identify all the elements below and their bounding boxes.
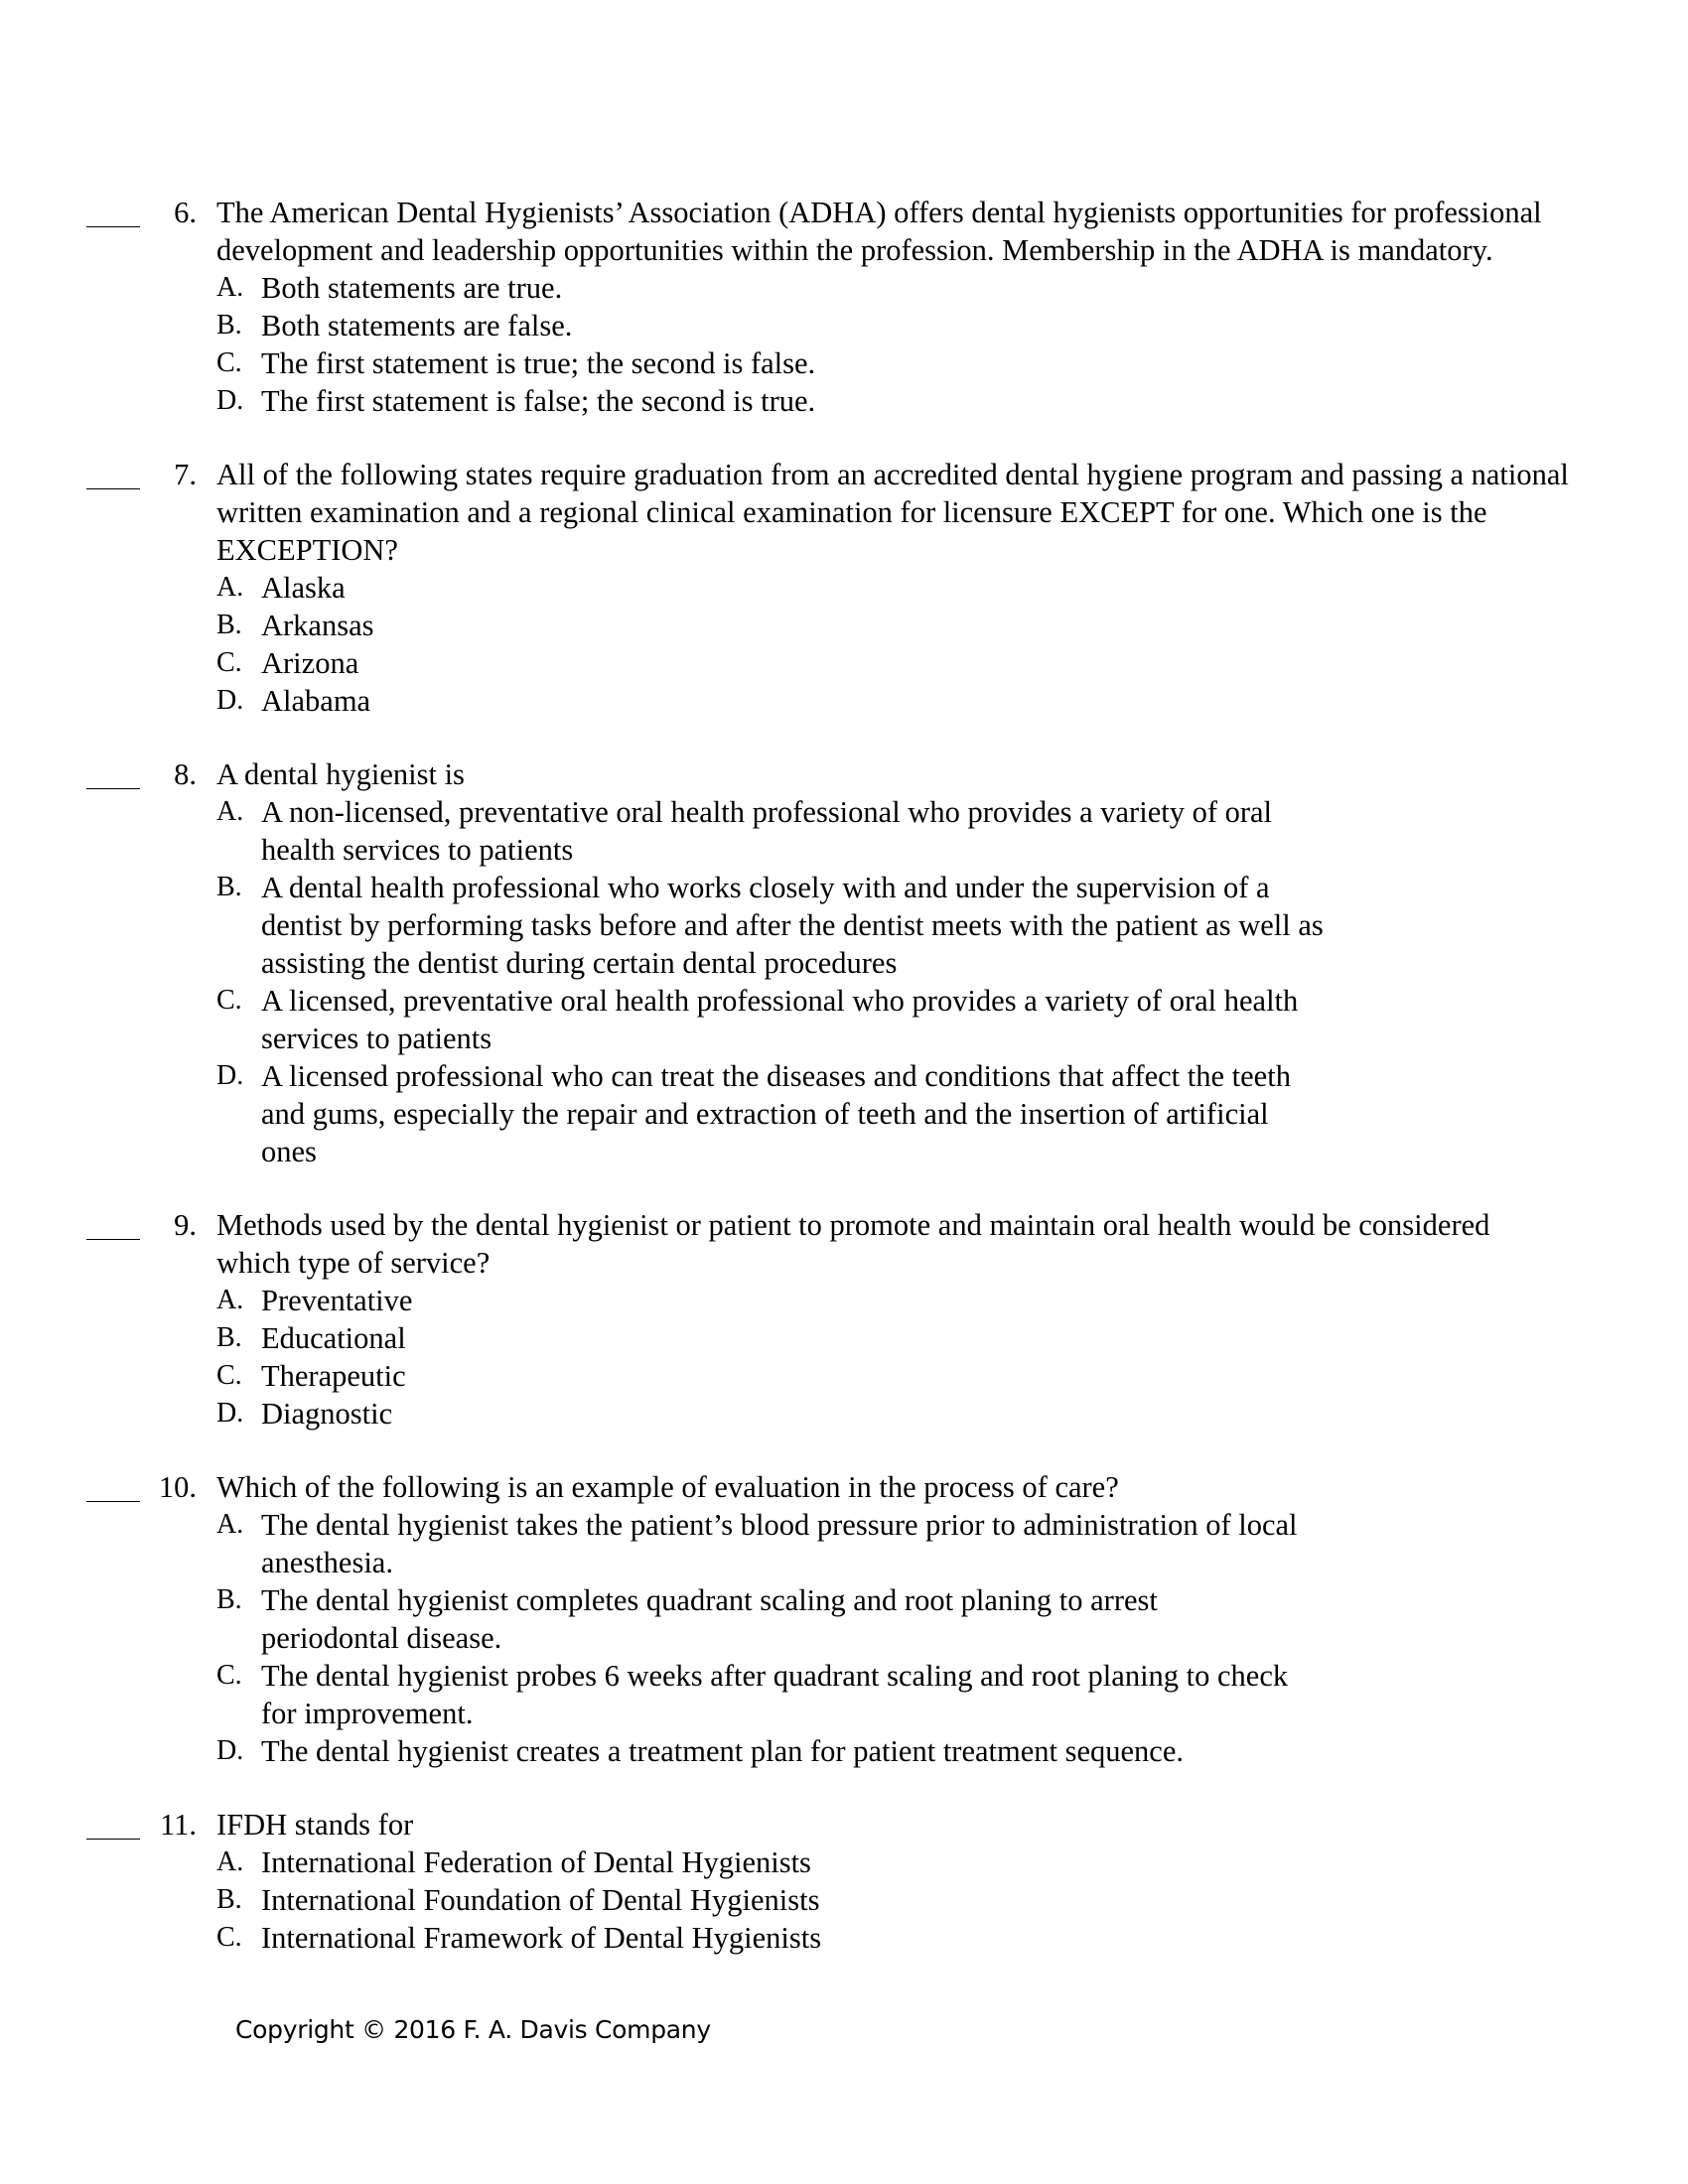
answer-blank[interactable] — [86, 1464, 140, 1502]
option-text: A licensed professional who can treat the diseases and conditions that affect the teeth and gums, especially the repair and extraction of teeth and the insertion of artificial ones — [261, 1059, 1291, 1168]
option-letter: B. — [216, 1322, 242, 1353]
question-number: 9. — [174, 1208, 197, 1242]
option-letter: C. — [216, 1660, 242, 1691]
question-stem: Which of the following is an example of evaluation in the process of care? — [216, 1470, 1119, 1504]
answer-blank[interactable] — [86, 1202, 140, 1240]
option-text: Therapeutic — [261, 1359, 406, 1393]
option-a[interactable] — [216, 1282, 1597, 1319]
question-stem: A dental hygienist is — [216, 757, 465, 791]
option-d[interactable] — [216, 1395, 1597, 1433]
option-text: A licensed, preventative oral health professional who provides a variety of oral health services to patients — [261, 984, 1299, 1055]
question-body — [216, 456, 1597, 720]
option-letter: B. — [216, 1584, 242, 1615]
answer-blank[interactable] — [86, 751, 140, 789]
question-10 — [0, 1468, 1688, 1770]
option-b[interactable] — [216, 1881, 1597, 1919]
question-number: 10. — [158, 1470, 197, 1504]
option-text: Preventative — [261, 1284, 413, 1317]
copyright-footer: Copyright © 2016 F. A. Davis Company — [235, 2015, 711, 2044]
option-text: A dental health professional who works closely with and under the supervision of a dentist by performing tasks before and after the dentist meets with the patient as well as assisting the dentist during certain dental procedures — [261, 871, 1324, 980]
option-b[interactable] — [216, 869, 1393, 982]
option-text: The first statement is false; the second is true. — [261, 384, 816, 418]
question-body — [216, 1206, 1597, 1433]
option-text: Alaska — [261, 571, 346, 605]
option-text: The dental hygienist creates a treatment plan for patient treatment sequence. — [261, 1734, 1184, 1768]
question-list — [0, 194, 1688, 1992]
option-d[interactable] — [216, 1732, 1597, 1770]
option-letter: A. — [216, 272, 244, 303]
option-letter: C. — [216, 647, 242, 678]
option-b[interactable] — [216, 1319, 1597, 1357]
option-text: Diagnostic — [261, 1397, 393, 1431]
option-text: The dental hygienist completes quadrant scaling and root planing to arrest periodontal disease. — [261, 1583, 1158, 1655]
option-letter: B. — [216, 872, 242, 902]
option-letter: D. — [216, 1060, 244, 1091]
option-letter: B. — [216, 610, 242, 640]
option-text: The first statement is true; the second is false. — [261, 346, 816, 380]
option-letter: C. — [216, 1922, 242, 1953]
question-7 — [0, 456, 1688, 720]
question-stem: Methods used by the dental hygienist or patient to promote and maintain oral health would be considered which type of service? — [216, 1208, 1490, 1280]
option-letter: C. — [216, 985, 242, 1016]
option-letter: A. — [216, 796, 244, 827]
option-c[interactable] — [216, 1919, 1597, 1957]
option-letter: A. — [216, 572, 244, 603]
option-text: Arkansas — [261, 609, 374, 642]
question-6 — [0, 194, 1688, 420]
question-stem: IFDH stands for — [216, 1808, 414, 1842]
option-letter: B. — [216, 310, 242, 341]
question-11 — [0, 1806, 1688, 1957]
option-letter: B. — [216, 1884, 242, 1915]
option-d[interactable] — [216, 1057, 1393, 1170]
option-text: The dental hygienist probes 6 weeks after quadrant scaling and root planing to check for improvement. — [261, 1659, 1289, 1730]
option-letter: A. — [216, 1509, 244, 1540]
option-letter: C. — [216, 1360, 242, 1391]
question-body — [216, 1468, 1597, 1770]
question-body — [216, 755, 1597, 1170]
option-c[interactable] — [216, 344, 1597, 382]
option-text: Educational — [261, 1321, 406, 1355]
option-b[interactable] — [216, 307, 1597, 344]
option-c[interactable] — [216, 1657, 1393, 1732]
option-letter: A. — [216, 1285, 244, 1315]
question-number: 8. — [174, 757, 197, 791]
answer-blank[interactable] — [86, 190, 140, 227]
option-d[interactable] — [216, 382, 1597, 420]
option-a[interactable] — [216, 569, 1597, 607]
option-c[interactable] — [216, 644, 1597, 682]
question-body — [216, 194, 1597, 420]
option-a[interactable] — [216, 1843, 1597, 1881]
answer-blank[interactable] — [86, 452, 140, 489]
question-8 — [0, 755, 1688, 1170]
option-text: Both statements are true. — [261, 271, 563, 305]
option-text: Alabama — [261, 684, 371, 718]
option-text: Arizona — [261, 646, 359, 680]
option-d[interactable] — [216, 682, 1597, 720]
option-text: International Federation of Dental Hygienists — [261, 1845, 811, 1879]
option-letter: D. — [216, 385, 244, 416]
option-a[interactable] — [216, 269, 1597, 307]
answer-blank[interactable] — [86, 1802, 140, 1840]
option-text: Both statements are false. — [261, 309, 573, 342]
question-stem: The American Dental Hygienists’ Association (ADHA) offers dental hygienists opportunities for professional development and leadership opportunities within the profession. Membership in the ADHA is mandatory. — [216, 196, 1542, 267]
option-text: A non-licensed, preventative oral health professional who provides a variety of oral health services to patients — [261, 795, 1273, 867]
option-b[interactable] — [216, 607, 1597, 644]
question-number: 6. — [174, 196, 197, 229]
option-letter: C. — [216, 347, 242, 378]
question-9 — [0, 1206, 1688, 1433]
option-text: The dental hygienist takes the patient’s blood pressure prior to administration of local anesthesia. — [261, 1508, 1298, 1579]
option-letter: D. — [216, 685, 244, 716]
option-b[interactable] — [216, 1581, 1393, 1657]
option-a[interactable] — [216, 1506, 1393, 1581]
question-number: 7. — [174, 458, 197, 491]
option-a[interactable] — [216, 793, 1393, 869]
option-letter: D. — [216, 1398, 244, 1429]
question-body — [216, 1806, 1597, 1957]
option-text: International Foundation of Dental Hygienists — [261, 1883, 820, 1917]
option-letter: A. — [216, 1846, 244, 1877]
option-c[interactable] — [216, 1357, 1597, 1395]
option-c[interactable] — [216, 982, 1393, 1057]
question-number: 11. — [160, 1808, 197, 1842]
option-letter: D. — [216, 1735, 244, 1766]
option-text: International Framework of Dental Hygienists — [261, 1921, 822, 1955]
question-stem: All of the following states require graduation from an accredited dental hygiene program and passing a national written examination and a regional clinical examination for licensure EXCEPT for one. Which one is the EXCEPTION? — [216, 458, 1569, 567]
